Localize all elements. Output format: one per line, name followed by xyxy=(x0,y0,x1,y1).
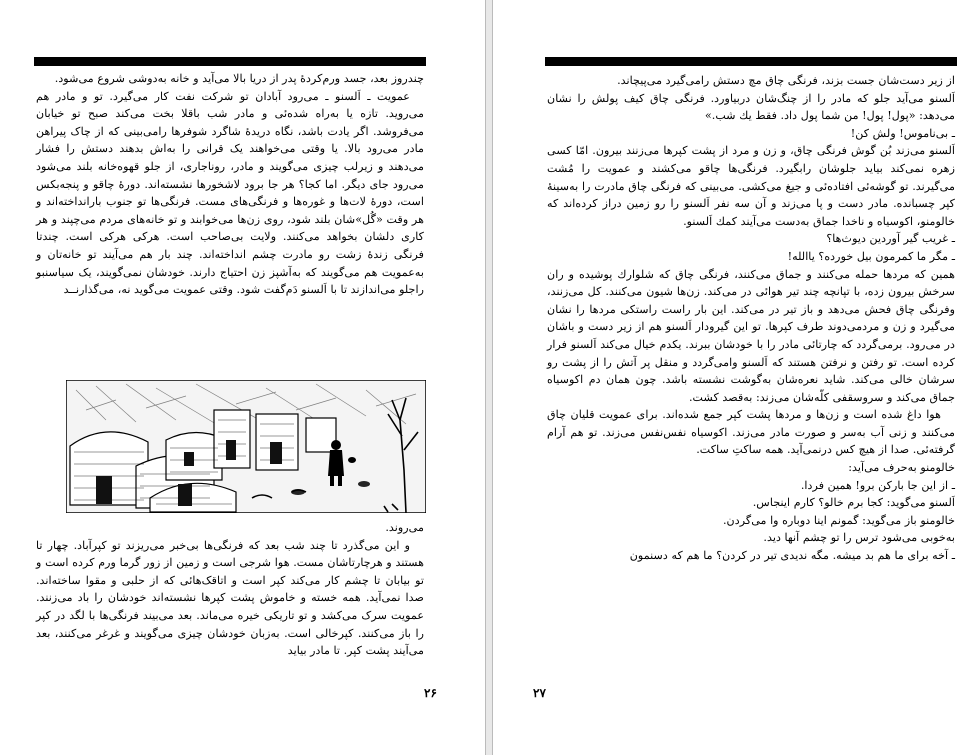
paragraph: از زیر دست‌شان جست بزند، فرنگی چاق مچ دستش رامی‌گیرد می‌پیچاند. xyxy=(617,74,955,87)
right-page xyxy=(492,0,978,755)
paragraph: به‌خوبی می‌شود ترس را تو چشم آنها دید. xyxy=(763,531,955,545)
header-rule xyxy=(545,57,957,66)
paragraph: ـ بی‌ناموس! ولش کن! xyxy=(850,126,955,140)
paragraph: ـ غریب گیر آوردین دیوث‌ها؟ xyxy=(826,232,955,246)
paragraph: اَلسنو می‌زند بُن گوش فرنگی چاق، و زن و مرد از پشت کپرها می‌زنند بیرون. امّا کسی زهره نمی‌کند بیاید جلوشان رابگیرد. فرنگی‌ها چاقو می‌کشند و عمویت را مُشت می‌گیرند. تو گوشه‌ئی افتاده‌ئی و جیغ می‌کشی. می‌بینی که فرنگی چاق مادرت را به‌سینهٔ کپر چسبانده. مادر دست و پا می‌زند و آن سه نفر اَلسنو را رو زمین دراز کرده‌اند که خالومنو، اکوسیاه و ناخدا جماق به‌دست می‌آیند کمك اَلسنو. xyxy=(547,144,955,228)
paragraph: می‌روند. xyxy=(385,521,424,534)
right-text xyxy=(547,72,955,565)
paragraph: ـ مگر ما کمرمون بیل خورده؟ یاالله! xyxy=(787,249,955,263)
paragraph: هوا داغ شده است و زن‌ها و مردها پشت کپر جمع شده‌اند. برای عمویت قلیان چاق می‌کنند و زنی آب به‌سر و صورت مادر می‌زند. اکوسیاه نفس‌نفس می‌زند. تو هم آرام گرفته‌ئی. صدا از هیچ کس درنمی‌آید. همه ساکتِ ساکت. xyxy=(547,408,955,457)
page-number: ۲۷ xyxy=(533,686,546,700)
village-illustration xyxy=(66,380,426,513)
paragraph: همین که مردها حمله می‌کنند و جماق می‌کنند، فرنگی چاق که شلوارك پوشیده و ران سرخش بیرون زده، با تپانچه چند تیر هوائی در می‌کند. زن‌ها شیون می‌کنند. کل می‌زنند، وفرنگی چاق فحش می‌دهد و باز تیر در می‌کند. این بار راست راستکی مردها را نشان می‌گیرد و زن و مردمی‌دوند طرف کپرها. تو این گیرودار اَلسنو هم از زیر دست و باشان در می‌رود. برمی‌گردد که چارتائی مادر را با خودشان ببرند. یکدم خیال می‌کند اَلسنو فرار کرده است. تو رفتن و نرفتن هستند که اَلسنو وامی‌گردد و منقل پر آتش را از پشت رو سرشان خالی می‌کند. شاید نعره‌شان به‌گوشت نشسته باشد. چون همان دم اکوسیاه جماق می‌کند و سروسقفی کلّه‌شان می‌زند: به‌قصد کشت. xyxy=(547,267,955,404)
paragraph: خالومنو باز می‌گوید: گمونم اینا دوباره وا می‌گردن. xyxy=(722,513,955,527)
left-text-bottom xyxy=(36,519,424,660)
paragraph: عمویت ـ اَلسنو ـ می‌رود آبادان تو شرکت نفت کار می‌گیرد. تو و مادر هم می‌روید. تازه یا به‌راه شده‌ئی و مادر شب باقلا بخت می‌کند صبح تو خیابان می‌فروشد. اگر یادت باشد، نگاه دریدهٔ شاگرد شوفرها رامی‌بینی که از چاک پیراهن مادر می‌رود بالا. یا وقتی می‌خواهند یک قرانی را به‌اش بدهند دستش را فشار می‌دهند و زیرلب چیزی می‌گویند و مادر، روناجاری، از جلو قهوه‌خانه بلند می‌شود می‌رود جای دیگر. اما کجا؟ هر جا برود لاشخورها نشسته‌اند. دورهٔ چاقو و پنجه‌بکس است، دورهٔ لات‌ها و غوره‌ها و فرنگی‌های مست. فرنگی‌ها تو جنوب بارانداخته‌اند و هر وقت «گُل»شان بلند شود، روی زن‌ها می‌خوابند و تو خانه‌های مردم می‌چپند و هر کاری دلشان بخواهد می‌کنند. ولایت بی‌صاحب است. هرکی هرکی است. چندتا فرنگی زندهٔ زشت رو مادرت چشم انداخته‌اند. چند بار هم می‌آیند تو خانه‌تان و به‌عمویت هم می‌گویند که به‌آشپز زن احتیاج دارند. خودشان نمی‌گویند، یک سیاسنبو راجلو می‌اندازند تا با اَلسنو دَم‌گفت شود. وقتی عمویت می‌گوید نه، می‌گذارنــد xyxy=(36,89,424,297)
paragraph: ـ آخه برای ما هم بد میشه. مگه ندیدی تیر در کردن؟ ما هم که دسنمون xyxy=(629,549,955,563)
paragraph: و این می‌گذرد تا چند شب بعد که فرنگی‌ها بی‌خبر می‌ریزند تو کپرآباد. چهار تا هستند و هرچارتاشان مست. هوا شرجی است و زمین از زور گرما ورم کرده است و تو بیابان تا چشم کار می‌کند کپر است و اتاقک‌هائی که از حلبی و مقوا ساخته‌اند. صدا نمی‌آید. همه خسته و خاموش پشت کپرها نشسته‌اند خودشان را باد می‌زنند. عمویت سرک می‌کشد و تو تاریکی خیره می‌ماند. بعد می‌بیند فرنگی‌ها با لگد در کپر را باز می‌کنند. کپرخالی است. به‌زبان خودشان چیزی می‌گویند و غرغر می‌کنند، بعد می‌آیند پشت کپر. تا مادر بیاید xyxy=(36,538,424,658)
header-rule xyxy=(34,57,426,66)
paragraph: چندروز بعد، جسد ورم‌کردهٔ پدر از دریا بالا می‌آید و خانه به‌دوشی شروع می‌شود. xyxy=(54,72,424,85)
left-text-top xyxy=(36,70,424,299)
page-number: ۲۶ xyxy=(424,686,437,700)
paragraph: خالومنو به‌حرف می‌آید: xyxy=(848,461,955,475)
paragraph: اَلسنو می‌گوید: کجا برم خالو؟ کارم اینجاس. xyxy=(752,496,955,510)
left-page xyxy=(0,0,486,755)
paragraph: اَلسنو می‌آید جلو که مادر را از چنگ‌شان دربیاورد. فرنگی چاق کیف پولش را نشان می‌دهد: «پول! پول! من شما پول داد. فقط یك شب.» xyxy=(547,91,955,123)
paragraph: ـ از این جا بارکن برو! همین فردا. xyxy=(800,478,955,492)
